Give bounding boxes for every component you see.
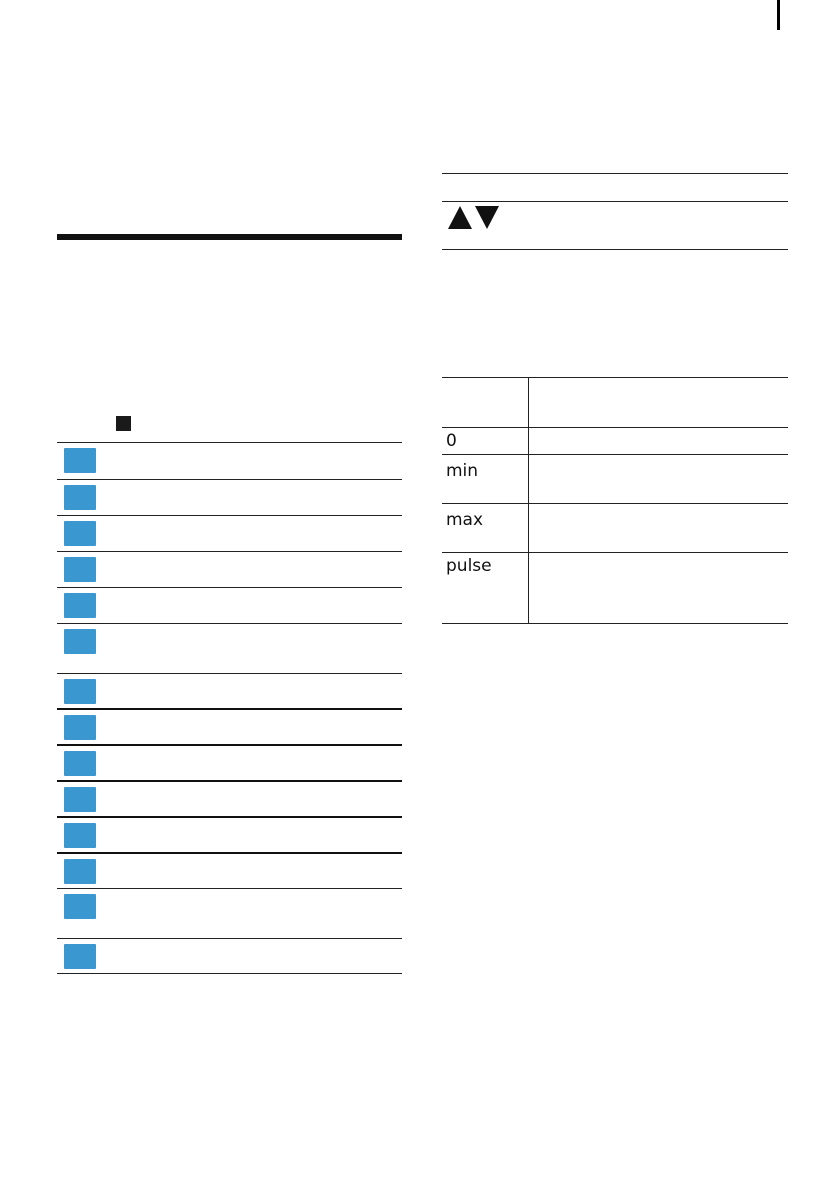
legend-row xyxy=(57,746,402,782)
settings-table-column-divider xyxy=(528,378,529,624)
blue-button-icon xyxy=(64,629,96,654)
blue-button-icon xyxy=(64,715,96,740)
legend-row xyxy=(57,624,402,674)
blue-button-icon xyxy=(64,787,96,812)
blue-button-icon xyxy=(64,485,96,510)
blue-button-icon xyxy=(64,894,96,919)
arrows-table-top-rule xyxy=(442,173,788,174)
legend-row xyxy=(57,588,402,624)
page-edge-marker xyxy=(777,0,780,30)
legend-row xyxy=(57,516,402,552)
legend-row xyxy=(57,552,402,588)
arrows-table-header-rule xyxy=(442,201,788,202)
up-down-arrows-icon xyxy=(447,205,501,229)
arrows-table-bottom-rule xyxy=(442,249,788,250)
setting-label: max xyxy=(446,510,484,530)
settings-table-header-rule xyxy=(442,427,788,428)
stop-square-icon xyxy=(116,416,131,431)
settings-table-top-rule xyxy=(442,377,788,378)
legend-row xyxy=(57,710,402,746)
legend-row xyxy=(57,939,402,974)
settings-row-rule xyxy=(442,503,788,504)
settings-row-rule xyxy=(442,454,788,455)
blue-button-icon xyxy=(64,751,96,776)
setting-label: min xyxy=(446,461,479,481)
blue-button-icon xyxy=(64,823,96,848)
blue-button-icon xyxy=(64,679,96,704)
setting-label: 0 xyxy=(446,431,457,451)
legend-row xyxy=(57,818,402,854)
settings-row-rule xyxy=(442,552,788,553)
blue-button-icon xyxy=(64,944,96,969)
button-legend-table xyxy=(57,442,402,974)
blue-button-icon xyxy=(64,448,96,473)
legend-row xyxy=(57,854,402,889)
legend-row xyxy=(57,480,402,516)
legend-row xyxy=(57,443,402,480)
setting-label: pulse xyxy=(446,556,492,576)
legend-row xyxy=(57,782,402,818)
legend-row xyxy=(57,889,402,939)
blue-button-icon xyxy=(64,521,96,546)
settings-table-bottom-rule xyxy=(442,623,788,624)
section-title-rule xyxy=(57,234,402,240)
blue-button-icon xyxy=(64,859,96,884)
blue-button-icon xyxy=(64,593,96,618)
legend-row xyxy=(57,674,402,710)
blue-button-icon xyxy=(64,557,96,582)
